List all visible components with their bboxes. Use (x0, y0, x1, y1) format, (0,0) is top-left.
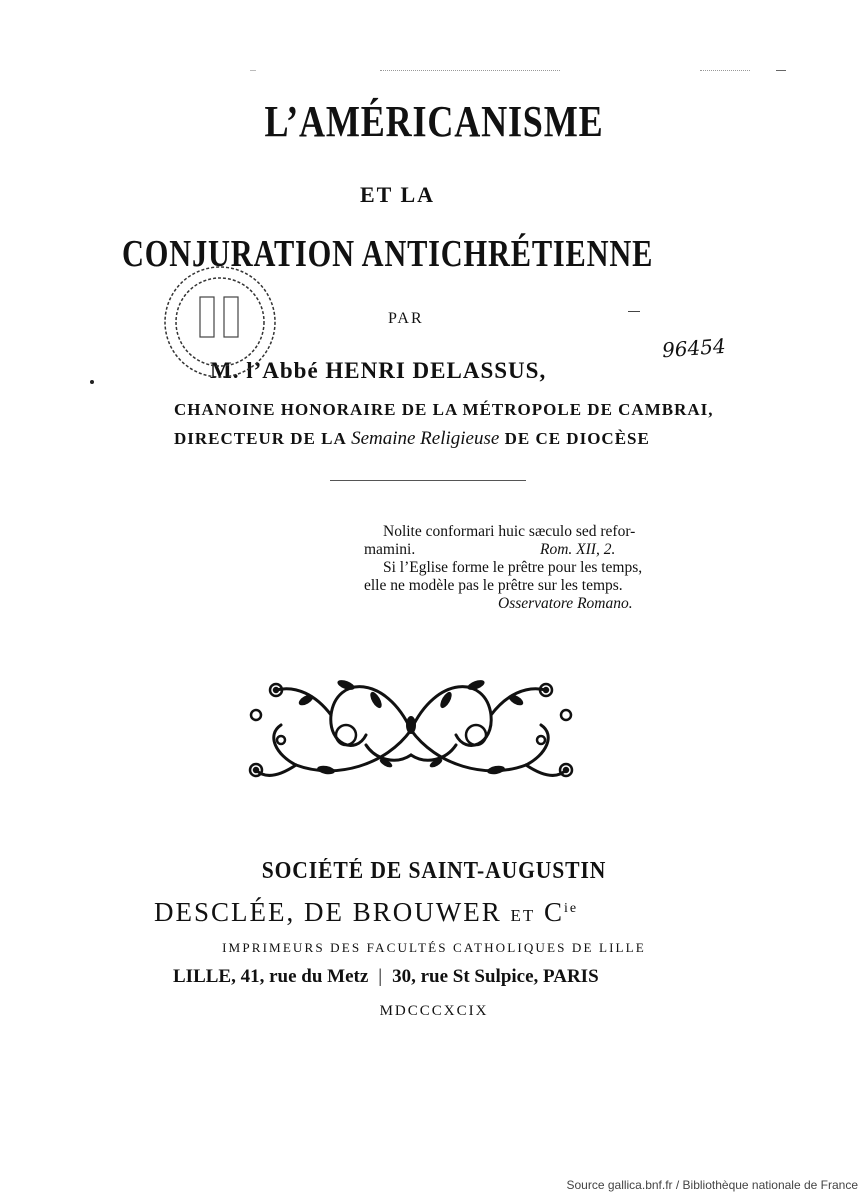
role-text-a: DIRECTEUR DE LA (174, 429, 346, 448)
printer-company: C (544, 897, 565, 927)
scan-speck (90, 380, 94, 384)
author-role-line2 (174, 428, 650, 450)
printer-et: ET (510, 906, 536, 925)
publisher-name: SOCIÉTÉ DE SAINT-AUGUSTIN (261, 858, 607, 884)
printers-line: IMPRIMEURS DES FACULTÉS CATHOLIQUES DE LILLE (222, 941, 646, 955)
publisher-address (173, 966, 599, 988)
by-label: PAR (388, 310, 424, 327)
scan-speck (380, 70, 560, 72)
scan-speck (700, 70, 750, 72)
handwritten-shelfmark: 96454 (661, 333, 727, 363)
epigraph-line: elle ne modèle pas le prêtre sur les temps. (364, 577, 623, 594)
printer-name: DESCLÉE, DE BROUWER (154, 897, 502, 927)
address-lille: LILLE, 41, rue du Metz (173, 966, 369, 987)
source-credit: Source gallica.bnf.fr / Bibliothèque nationale de France (566, 1178, 858, 1192)
address-paris: 30, rue St Sulpice, PARIS (392, 966, 599, 987)
floral-vine-ornament-icon (236, 655, 586, 795)
author-name: M. l’Abbé HENRI DELASSUS, (210, 358, 547, 383)
page-title: L’AMÉRICANISME (264, 97, 604, 146)
epigraph-reference: Rom. XII, 2. (540, 541, 616, 558)
printer-company-suffix: ie (564, 901, 579, 916)
epigraph-attribution: Osservatore Romano. (498, 595, 633, 612)
scan-speck (250, 70, 256, 71)
author-role-line1: CHANOINE HONORAIRE DE LA MÉTROPOLE DE CAMBRAI, (174, 400, 714, 419)
divider-rule (330, 480, 526, 481)
epigraph-line: mamini. (364, 541, 416, 558)
scan-speck (776, 70, 786, 71)
publication-year: MDCCCXCIX (379, 1003, 489, 1019)
printer-name-line (154, 897, 578, 928)
role-publication-title: Semaine Religieuse (351, 428, 500, 449)
address-separator: | (378, 966, 383, 987)
title-connector: ET LA (360, 182, 436, 207)
scan-speck (628, 311, 640, 312)
library-stamp-icon (150, 262, 290, 382)
page-subtitle: CONJURATION ANTICHRÉTIENNE (122, 233, 654, 275)
epigraph-line: Nolite conformari huic sæculo sed refor- (383, 523, 636, 540)
role-text-b: DE CE DIOCÈSE (504, 429, 650, 448)
epigraph-line: Si l’Eglise forme le prêtre pour les temps, (383, 559, 643, 576)
